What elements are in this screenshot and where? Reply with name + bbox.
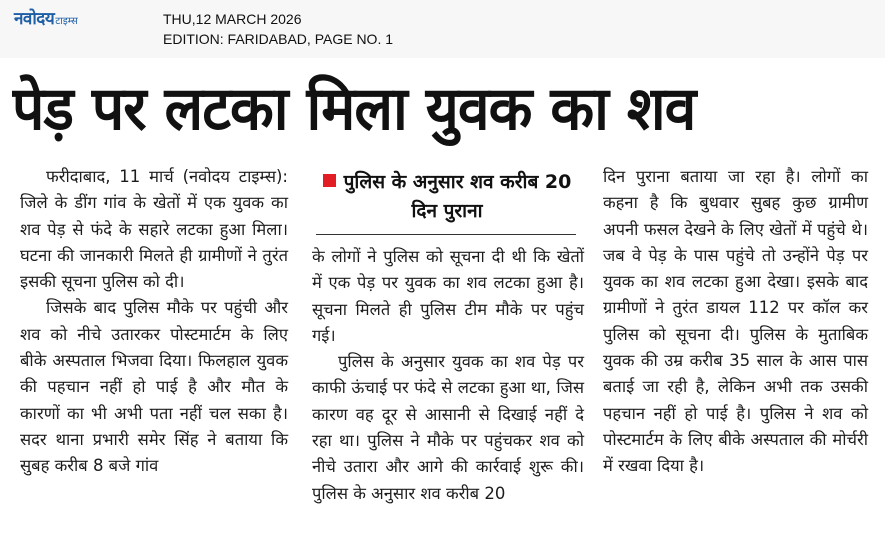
subheading-block — [316, 168, 578, 226]
paragraph: दिन पुराना बताया जा रहा है। लोगों का कहना है कि बुधवार सुबह कुछ ग्रामीण अपनी फसल देखने के लिए खेतों में पहुंचे थे। जब वे पेड़ के पास पहुंचे तो उन्होंने पेड़ पर युवक का शव लटका हुआ देखा। इसके बाद ग्रामीणों ने तुरंत डायल 112 पर कॉल कर पुलिस को सूचना दी। पुलिस के मुताबिक युवक की उम्र करीब 35 साल के आस पास बताई जा रही है, लेकिन अभी तक उसकी पहचान नहीं हो पाई है। पुलिस ने शव को पोस्टमार्टम के लिए बीके अस्पताल की मोर्चरी में रखवा दिया है। — [603, 167, 868, 476]
subheading — [316, 168, 578, 226]
red-square-bullet-icon — [323, 174, 336, 187]
headline-block — [12, 64, 877, 154]
paragraph: जिसके बाद पुलिस मौके पर पहुंची और शव को नीचे उतारकर पोस्टमार्टम के लिए बीके अस्पताल भिजवा दिया। फिलहाल युवक की पहचान नहीं हो पाई है और मौत के कारणों का भी अभी पता नहीं चल सका है। सदर थाना प्रभारी समेर सिंह ने बताया कि सुबह करीब 8 बजे गांव — [20, 298, 288, 476]
article-column-3 — [603, 164, 868, 480]
paragraph: पुलिस के अनुसार युवक का शव पेड़ पर काफी ऊंचाई पर फंदे से लटका हुआ था, जिस कारण वह दूर से आसानी से दिखाई नहीं दे रहा था। पुलिस ने मौके पर पहुंचकर शव को नीचे उतारा और आगे की कार्रवाई शुरू की। पुलिस के अनुसार शव करीब 20 — [312, 352, 584, 503]
headline: पेड़ पर लटका मिला युवक का शव — [12, 74, 696, 144]
article-column-1 — [20, 164, 288, 480]
logo-main-text: नवोदय — [14, 9, 55, 29]
edition-info — [163, 9, 393, 49]
publication-date: THU,12 MARCH 2026 — [163, 11, 302, 27]
edition-page: EDITION: FARIDABAD, PAGE NO. 1 — [163, 31, 394, 47]
subheading-divider — [316, 234, 576, 235]
subheading-text: पुलिस के अनुसार शव करीब 20 दिन पुराना — [343, 171, 572, 222]
newspaper-logo — [14, 10, 78, 28]
logo-sub-text: टाइम्स — [55, 16, 78, 27]
paragraph: के लोगों ने पुलिस को सूचना दी थी कि खेतों में एक पेड़ पर युवक का शव लटका हुआ है। सूचना मिलते ही पुलिस टीम मौके पर पहुंच गई। — [312, 247, 584, 345]
paragraph: फरीदाबाद, 11 मार्च (नवोदय टाइम्स): जिले के डींग गांव के खेतों में एक युवक का शव पेड़ से फंदे के सहारे लटका हुआ मिला। घटना की जानकारी मिलते ही ग्रामीणों ने तुरंत इसकी सूचना पुलिस को दी। — [20, 167, 288, 292]
masthead-bar — [0, 0, 885, 58]
column-2-body — [312, 244, 584, 507]
